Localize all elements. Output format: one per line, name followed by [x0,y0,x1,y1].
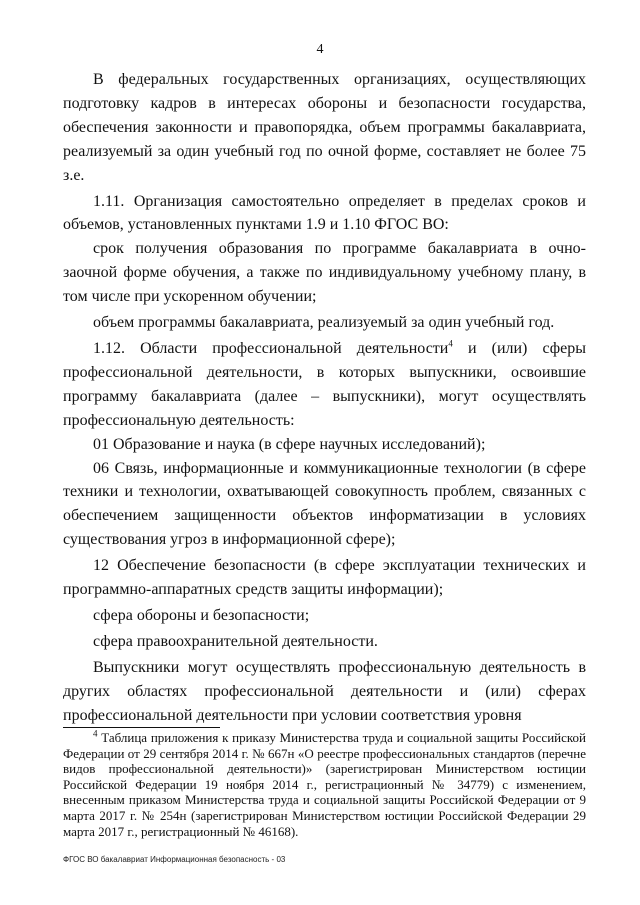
footnote [63,730,586,839]
footnote-divider [63,727,220,728]
footnote-number: 4 [93,728,98,739]
paragraph-1-12 [63,337,586,433]
paragraph-graduates: Выпускники могут осуществлять профессиональную деятельность в других областях профессиональной деятельности и (или) сферах профессиональной деятельности при условии соответствия уровня [63,658,586,724]
area-item: 01 Образование и наука (в сфере научных исследований); [93,435,486,453]
paragraph-federal-organizations: В федеральных государственных организациях, осуществляющих подготовку кадров в интересах обороны и безопасности государства, обеспечения законности и правопорядка, объем программы бакалавриата, реализуемый за один учебный год по очной форме, составляет не более 75 з.е. [63,71,586,184]
paragraph-1-11: 1.11. Организация самостоятельно определяет в пределах сроков и объемов, установленных пунктами 1.9 и 1.10 ФГОС ВО: [63,192,586,234]
main-text [63,68,586,727]
footnote-text: Таблица приложения к приказу Министерства труда и социальной защиты Российской Федерации от 29 сентября 2014 г. № 667н «О реестре профессиональных стандартов (перечне видов профессиональной деятельности)» (зарегистрирован Министерством юстиции Российской Федерации 19 ноября 2014 г., регистрационный № 34779) с изменением, внесенным приказом Министерства труда и социальной защиты Российской Федерации от 9 марта 2017 г. № 254н (зарегистрирован Министерством юстиции Российской Федерации 29 марта 2017 г., регистрационный № 46168). [63,730,586,839]
area-item: 12 Обеспечение безопасности (в сфере эксплуатации технических и программно-аппаратных средств защиты информации); [63,557,586,599]
paragraph-1-12-rest: и (или) сферы профессиональной деятельности, в которых выпускники, освоившие программу бакалавриата (далее – выпускники), могут осуществлять профессиональную деятельность: [63,339,586,429]
paragraph-1-12-start: 1.12. Области профессиональной деятельности [93,339,449,357]
area-item: сфера обороны и безопасности; [93,606,310,624]
page-footer: ФГОС ВО бакалавриат Информационная безопасность - 03 [63,855,286,864]
area-item: сфера правоохранительной деятельности. [93,632,378,650]
footnote-reference: 4 [448,338,453,349]
paragraph-study-period: срок получения образования по программе бакалавриата в очно-заочной форме обучения, а также по индивидуальному учебному плану, в том числе при ускоренном обучении; [63,240,586,306]
paragraph-program-volume: объем программы бакалавриата, реализуемый за один учебный год. [93,314,555,332]
page-number: 4 [316,42,324,57]
area-item: 06 Связь, информационные и коммуникационные технологии (в сфере техники и технологии, охватывающей совокупность проблем, связанных с обеспечением защищенности объектов информатизации в условиях существования угроз в информационной сфере); [63,459,586,549]
